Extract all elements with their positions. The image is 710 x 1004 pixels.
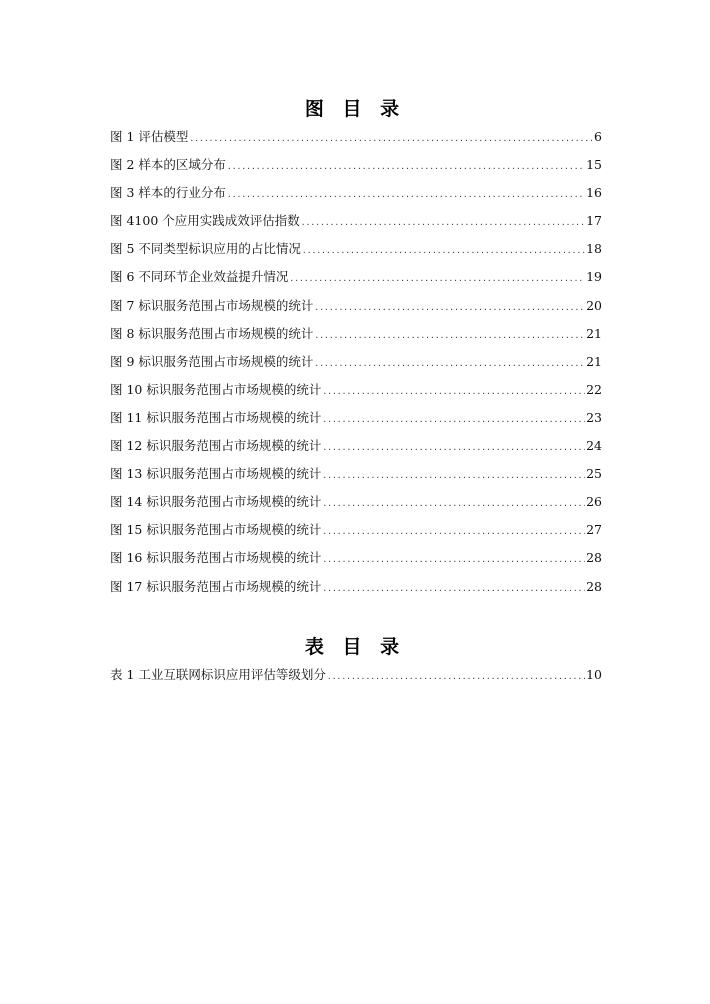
dot-leader bbox=[322, 552, 585, 568]
toc-entry-page-number: 24 bbox=[586, 438, 602, 454]
toc-entry-label: 表 1 工业互联网标识应用评估等级划分 bbox=[110, 667, 326, 682]
toc-entry-page-number: 25 bbox=[586, 466, 602, 482]
dot-leader bbox=[327, 669, 585, 685]
toc-entry[interactable] bbox=[110, 382, 602, 410]
toc-entry[interactable] bbox=[110, 213, 602, 241]
toc-entry-label: 图 12 标识服务范围占市场规模的统计 bbox=[110, 438, 322, 454]
toc-entry[interactable] bbox=[110, 326, 602, 354]
toc-entry-page-number: 28 bbox=[586, 578, 602, 594]
dot-leader bbox=[302, 243, 585, 259]
toc-entry[interactable] bbox=[110, 522, 602, 550]
toc-entry-label: 图 9 标识服务范围占市场规模的统计 bbox=[110, 353, 314, 369]
dot-leader bbox=[322, 468, 585, 484]
toc-entry-label: 图 4100 个应用实践成效评估指数 bbox=[110, 213, 300, 229]
toc-entry-page-number: 21 bbox=[586, 353, 602, 369]
dot-leader bbox=[227, 159, 585, 175]
toc-entry[interactable] bbox=[110, 438, 602, 466]
toc-entry[interactable] bbox=[110, 667, 602, 695]
dot-leader bbox=[227, 187, 585, 203]
toc-entry-page-number: 17 bbox=[586, 213, 602, 229]
toc-entry-page-number: 22 bbox=[586, 381, 602, 397]
toc-entry[interactable] bbox=[110, 466, 602, 494]
toc-entry-page-number: 6 bbox=[594, 129, 602, 144]
toc-entry[interactable] bbox=[110, 410, 602, 438]
toc-entry-page-number: 20 bbox=[586, 297, 602, 313]
toc-entry-label: 图 1 评估模型 bbox=[110, 129, 189, 144]
toc-entry-page-number: 27 bbox=[586, 522, 602, 538]
table-index-list bbox=[110, 667, 602, 695]
toc-entry[interactable] bbox=[110, 157, 602, 185]
dot-leader bbox=[301, 215, 585, 231]
toc-entry-page-number: 28 bbox=[586, 550, 602, 566]
toc-entry-label: 图 16 标识服务范围占市场规模的统计 bbox=[110, 550, 322, 566]
dot-leader bbox=[322, 412, 585, 428]
toc-entry-label: 图 8 标识服务范围占市场规模的统计 bbox=[110, 325, 314, 341]
toc-entry-label: 图 6 不同环节企业效益提升情况 bbox=[110, 269, 289, 285]
dot-leader bbox=[289, 271, 585, 287]
toc-entry-label: 图 3 样本的行业分布 bbox=[110, 185, 226, 201]
toc-entry-label: 图 13 标识服务范围占市场规模的统计 bbox=[110, 466, 322, 482]
toc-entry-page-number: 23 bbox=[586, 409, 602, 425]
figure-index-title: 图 目 录 bbox=[304, 98, 406, 120]
toc-entry[interactable] bbox=[110, 241, 602, 269]
toc-entry[interactable] bbox=[110, 354, 602, 382]
toc-entry-label: 图 5 不同类型标识应用的占比情况 bbox=[110, 241, 301, 257]
toc-entry-label: 图 10 标识服务范围占市场规模的统计 bbox=[110, 381, 322, 397]
toc-entry-label: 图 11 标识服务范围占市场规模的统计 bbox=[110, 409, 322, 425]
toc-entry[interactable] bbox=[110, 129, 602, 157]
toc-entry[interactable] bbox=[110, 579, 602, 607]
toc-entry[interactable] bbox=[110, 550, 602, 578]
toc-entry-page-number: 19 bbox=[586, 269, 602, 285]
dot-leader bbox=[322, 384, 585, 400]
toc-entry[interactable] bbox=[110, 494, 602, 522]
toc-entry-label: 图 15 标识服务范围占市场规模的统计 bbox=[110, 522, 322, 538]
toc-entry-page-number: 10 bbox=[586, 667, 602, 682]
toc-entry-label: 图 7 标识服务范围占市场规模的统计 bbox=[110, 297, 314, 313]
toc-entry-label: 图 2 样本的区域分布 bbox=[110, 157, 226, 173]
dot-leader bbox=[314, 328, 585, 344]
dot-leader bbox=[314, 356, 585, 372]
dot-leader bbox=[322, 440, 585, 456]
toc-entry-page-number: 15 bbox=[586, 157, 602, 173]
dot-leader bbox=[314, 300, 585, 316]
toc-entry[interactable] bbox=[110, 269, 602, 297]
dot-leader bbox=[322, 524, 585, 540]
dot-leader bbox=[322, 581, 585, 597]
toc-entry-page-number: 21 bbox=[586, 325, 602, 341]
toc-entry-page-number: 26 bbox=[586, 494, 602, 510]
toc-entry-page-number: 18 bbox=[586, 241, 602, 257]
toc-entry-label: 图 14 标识服务范围占市场规模的统计 bbox=[110, 494, 322, 510]
toc-entry[interactable] bbox=[110, 185, 602, 213]
table-index-title: 表 目 录 bbox=[304, 636, 406, 658]
toc-entry-label: 图 17 标识服务范围占市场规模的统计 bbox=[110, 578, 322, 594]
figure-index-list bbox=[110, 129, 602, 607]
dot-leader bbox=[322, 496, 585, 512]
toc-entry[interactable] bbox=[110, 298, 602, 326]
dot-leader bbox=[189, 131, 593, 147]
toc-entry-page-number: 16 bbox=[586, 185, 602, 201]
